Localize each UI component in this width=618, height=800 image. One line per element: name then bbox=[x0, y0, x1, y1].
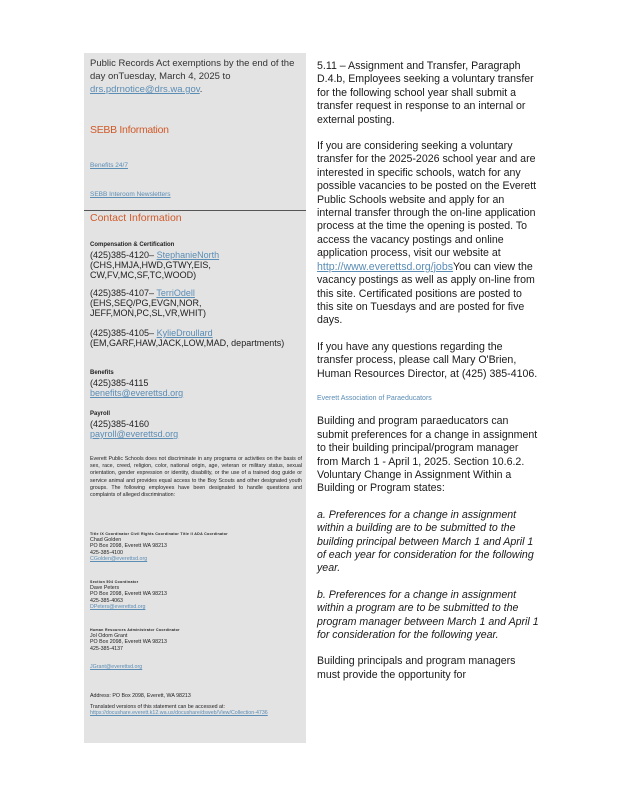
contact2-email-link[interactable]: DPeters@everettsd.org bbox=[90, 603, 146, 610]
contact3-addr: PO Box 2098, Everett WA 98213 bbox=[90, 639, 167, 646]
contact3-block bbox=[90, 627, 302, 670]
public-records-intro bbox=[90, 57, 302, 96]
benefits-block bbox=[90, 368, 302, 398]
odell-name-link[interactable]: TerriOdell bbox=[156, 288, 195, 298]
comp-schools: (CHS,HMJA,HWD,GTWY,EIS, CW,FV,MC,SF,TC,WOOD) bbox=[90, 260, 211, 280]
contact3-email-link[interactable]: JGrant@everettsd.org bbox=[90, 663, 143, 670]
contact3-heading: Human Resources Administrator Coordinator bbox=[90, 628, 180, 632]
contact3-phone: 425-385-4137 bbox=[90, 645, 123, 652]
contact1-block bbox=[90, 531, 302, 562]
payroll-email-link[interactable]: payroll@everettsd.org bbox=[90, 429, 179, 439]
vacancy-text-after: You can view the vacancy postings as well as apply on-line from this site. Certificated positions are posted to this site on Tuesdays and are posted for five days. bbox=[317, 260, 535, 327]
payroll-phone: (425)385-4160 bbox=[90, 419, 150, 429]
contact3-name: Jol Odom Grant bbox=[90, 633, 128, 640]
main-column bbox=[317, 60, 539, 682]
comp-label: Compensation & Certification bbox=[90, 242, 175, 248]
sebb-heading: SEBB Information bbox=[90, 124, 169, 136]
translated-link[interactable]: https://docushare.everett.k12.wa.us/docushare/dsweb/View/Collection-4736 bbox=[90, 710, 268, 717]
contact1-heading: Title IX Coordinator Civil Rights Coordinator Title II ADA Coordinator bbox=[90, 532, 228, 536]
comp-phone: (425)385-4120– bbox=[90, 250, 155, 260]
benefits-label: Benefits bbox=[90, 370, 114, 376]
contact-heading: Contact Information bbox=[90, 212, 182, 224]
contact2-addr: PO Box 2098, Everett WA 98213 bbox=[90, 591, 167, 598]
principals-paragraph: Building principals and program managers must provide the opportunity for bbox=[317, 655, 516, 681]
contact2-block bbox=[90, 579, 302, 610]
benefits-email-link[interactable]: benefits@everettsd.org bbox=[90, 388, 184, 398]
newsletters-link[interactable]: SEBB Interoom Newsletters bbox=[90, 191, 171, 198]
sidebar-divider bbox=[84, 210, 306, 211]
program-preferences-paragraph: b. Preferences for a change in assignment within a program are to be submitted to the program manager between March 1 and April 1 for consideration for the following year. bbox=[317, 588, 539, 642]
payroll-block bbox=[90, 409, 302, 439]
odell-block bbox=[90, 288, 302, 318]
translated-text: Translated versions of this statement can be accessed at: bbox=[90, 704, 225, 711]
nondiscrimination-statement: Everett Public Schools does not discriminate in any programs or activities on the basis of sex, race, creed, religion, color, national origin, age, veteran or military status, sexual orientation, gender expression or identity, disability, or the use of a trained dog guide or service animal and provides equal access to the Boy Scouts and other designated youth groups. The following employees have been designated to handle questions and complaints of alleged discrimination: bbox=[90, 456, 302, 499]
drs-email-link[interactable]: drs.pdrnotice@drs.wa.gov bbox=[90, 84, 200, 95]
contact2-phone: 425-385-4063 bbox=[90, 597, 123, 604]
odell-phone: (425)385-4107– bbox=[90, 288, 155, 298]
benefits-phone: (425)385-4115 bbox=[90, 378, 149, 388]
payroll-label: Payroll bbox=[90, 411, 111, 417]
droullard-schools: (EM,GARF,HAW,JACK,LOW,MAD, departments) bbox=[90, 338, 285, 348]
benefits-link[interactable]: Benefits 24/7 bbox=[90, 162, 128, 169]
intro-text: Public Records Act exemptions by the end of the day onTuesday, March 4, 2025 to bbox=[90, 58, 295, 82]
compensation-block bbox=[90, 240, 302, 280]
address-line: Address: PO Box 2098, Everett, WA 98213 bbox=[90, 693, 191, 699]
intro-end: . bbox=[199, 84, 203, 95]
paraeducators-paragraph: Building and program paraeducators can submit preferences for a change in assignment to their building principal/program manager from March 1 - April 1, 2025. Section 10.6.2. Voluntary Change in Assignment Within a Building or Program states: bbox=[317, 415, 538, 495]
jobs-link[interactable]: http://www.everettsd.org/jobs bbox=[317, 260, 454, 273]
droullard-name-link[interactable]: KylieDroullard bbox=[156, 328, 213, 338]
odell-schools: (EHS,SEQ/PG,EVGN,NOR, JEFF,MON,PC,SL,VR,WHIT) bbox=[90, 298, 207, 318]
droullard-phone: (425)385-4105– bbox=[90, 328, 155, 338]
vacancy-text: If you are considering seeking a voluntary transfer for the 2025-2026 school year and are interested in specific schools, watch for any possible vacancies to be posted on the Everett Public Schools website and apply for an internal transfer through the on-line application process at the time the opening is posted. To access the vacancy postings and online application process, visit our website at bbox=[317, 140, 537, 260]
contact1-phone: 425-385-4100 bbox=[90, 549, 123, 556]
droullard-block bbox=[90, 328, 302, 348]
contact1-name: Chad Golden bbox=[90, 537, 122, 544]
contact2-name: Dave Peters bbox=[90, 585, 120, 592]
transfer-paragraph: 5.11 – Assignment and Transfer, Paragraph D.4.b, Employees seeking a voluntary transfer for the following school year shall submit a transfer request in response to an internal or external posting. bbox=[317, 60, 534, 126]
paraeducators-heading: Everett Association of Paraeducators bbox=[317, 394, 432, 402]
contact1-addr: PO Box 2098, Everett WA 98213 bbox=[90, 543, 167, 550]
comp-name-link[interactable]: StephanieNorth bbox=[156, 250, 220, 260]
contact2-heading: Section 504 Coordinator bbox=[90, 580, 139, 584]
building-preferences-paragraph: a. Preferences for a change in assignment within a building are to be submitted to the building principal between March 1 and April 1 of each year for consideration for the following year. bbox=[317, 508, 534, 575]
vacancy-paragraph bbox=[317, 140, 539, 328]
contact1-email-link[interactable]: CGolden@everettsd.org bbox=[90, 555, 148, 562]
questions-paragraph: If you have any questions regarding the transfer process, please call Mary O'Brien, Human Resources Director, at (425) 385-4106. bbox=[317, 340, 538, 380]
address-block bbox=[90, 693, 302, 717]
